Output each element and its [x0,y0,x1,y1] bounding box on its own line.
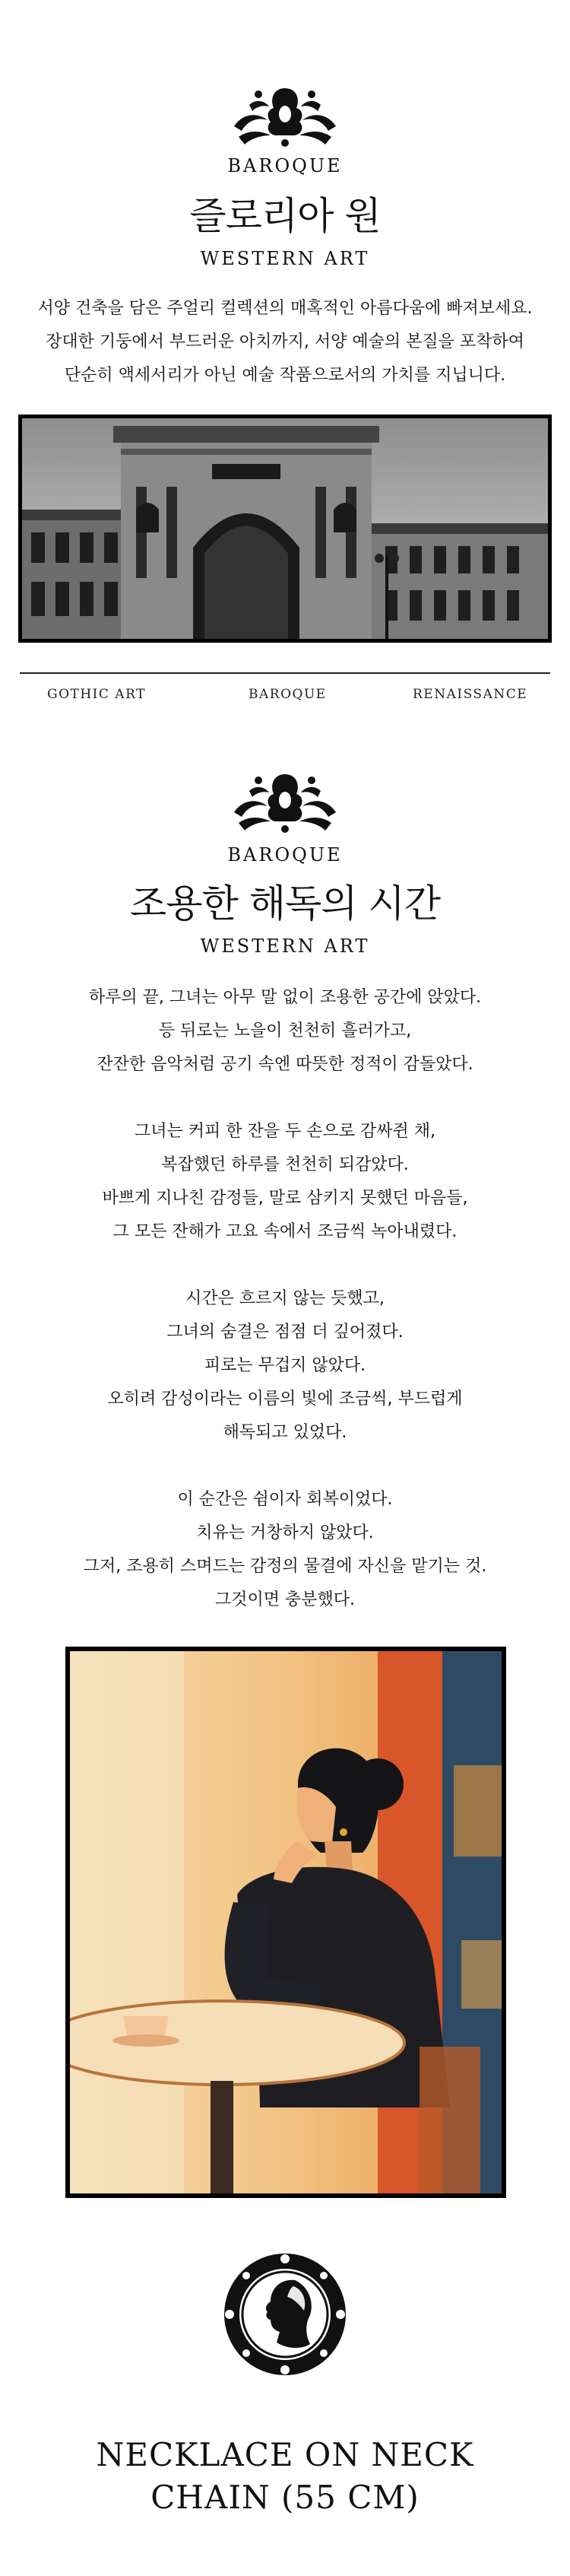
product-title-line: NECKLACE ON NECK [96,2436,474,2473]
story-subkicker: WESTERN ART [200,935,370,957]
stanza [0,1282,570,1450]
product-title [0,2434,570,2519]
description-line: 장대한 기둥에서 부드러운 아치까지, 서양 예술의 본질을 포착하여 [46,332,524,351]
building-illustration [22,418,548,639]
story-title: 조용한 해독의 시간 [129,881,441,926]
stanza [0,981,570,1082]
story-line: 치유는 거창하지 않았다. [196,1523,374,1542]
story-line: 시간은 흐르지 않는 듯했고, [185,1289,385,1308]
hero-subkicker: WESTERN ART [200,248,370,269]
story-body [0,981,570,1617]
hero-description [0,292,570,392]
style-nav [0,687,570,714]
medallion-logo [0,2250,570,2379]
story-line: 이 순간은 쉼이자 회복이었다. [177,1490,393,1509]
baroque-crest-icon [228,768,342,837]
section-divider [20,672,550,674]
nav-item-gothic-art[interactable]: GOTHIC ART [47,687,146,702]
baroque-crest-icon [228,82,342,151]
architecture-photo [18,415,552,643]
story-kicker: BAROQUE [227,844,343,866]
description-line: 서양 건축을 담은 주얼리 컬렉션의 매혹적인 아름다움에 빠져보세요. [37,299,533,318]
story-line: 등 뒤로는 노을이 천천히 흘러가고, [158,1021,412,1040]
story-line: 그저, 조용히 스며드는 감정의 물결에 자신을 맡기는 것. [83,1557,487,1576]
hero-title: 즐로리아 원 [189,194,381,238]
story-line: 그 모든 잔해가 고요 속에서 조금씩 녹아내렸다. [112,1222,458,1241]
story-line: 그것이면 충분했다. [214,1590,355,1609]
story-line: 하루의 끝, 그녀는 아무 말 없이 조용한 공간에 앉았다. [88,988,482,1007]
painting-illustration [70,1651,502,2193]
hero-kicker: BAROQUE [227,155,343,176]
nav-item-baroque[interactable]: BAROQUE [249,687,327,702]
stanza [0,1483,570,1617]
story-line: 복잡했던 하루를 천천히 되감았다. [161,1155,409,1174]
story-line: 피로는 무겁지 않았다. [204,1356,366,1375]
cafe-woman-painting [65,1647,506,2198]
cameo-medallion-icon [220,2250,350,2379]
hero-logo [0,82,570,151]
story-line: 그녀의 숨결은 점점 더 깊어졌다. [166,1323,404,1342]
nav-item-renaissance[interactable]: RENAISSANCE [413,687,528,702]
story-line: 오히려 감성이라는 이름의 빛에 조금씩, 부드럽게 [107,1390,463,1409]
story-line: 해독되고 있었다. [223,1423,347,1442]
story-line: 그녀는 커피 한 잔을 두 손으로 감싸쥔 채, [135,1122,435,1141]
stanza [0,1115,570,1249]
story-logo [0,768,570,837]
story-line: 잔잔한 음악처럼 공기 속엔 따뜻한 정적이 감돌았다. [97,1055,473,1074]
story-line: 바쁘게 지나친 감정들, 말로 삼키지 못했던 마음들, [102,1189,468,1208]
description-line: 단순히 액세서리가 아닌 예술 작품으로서의 가치를 지닙니다. [64,366,506,385]
product-title-line: CHAIN (55 CM) [150,2479,420,2516]
